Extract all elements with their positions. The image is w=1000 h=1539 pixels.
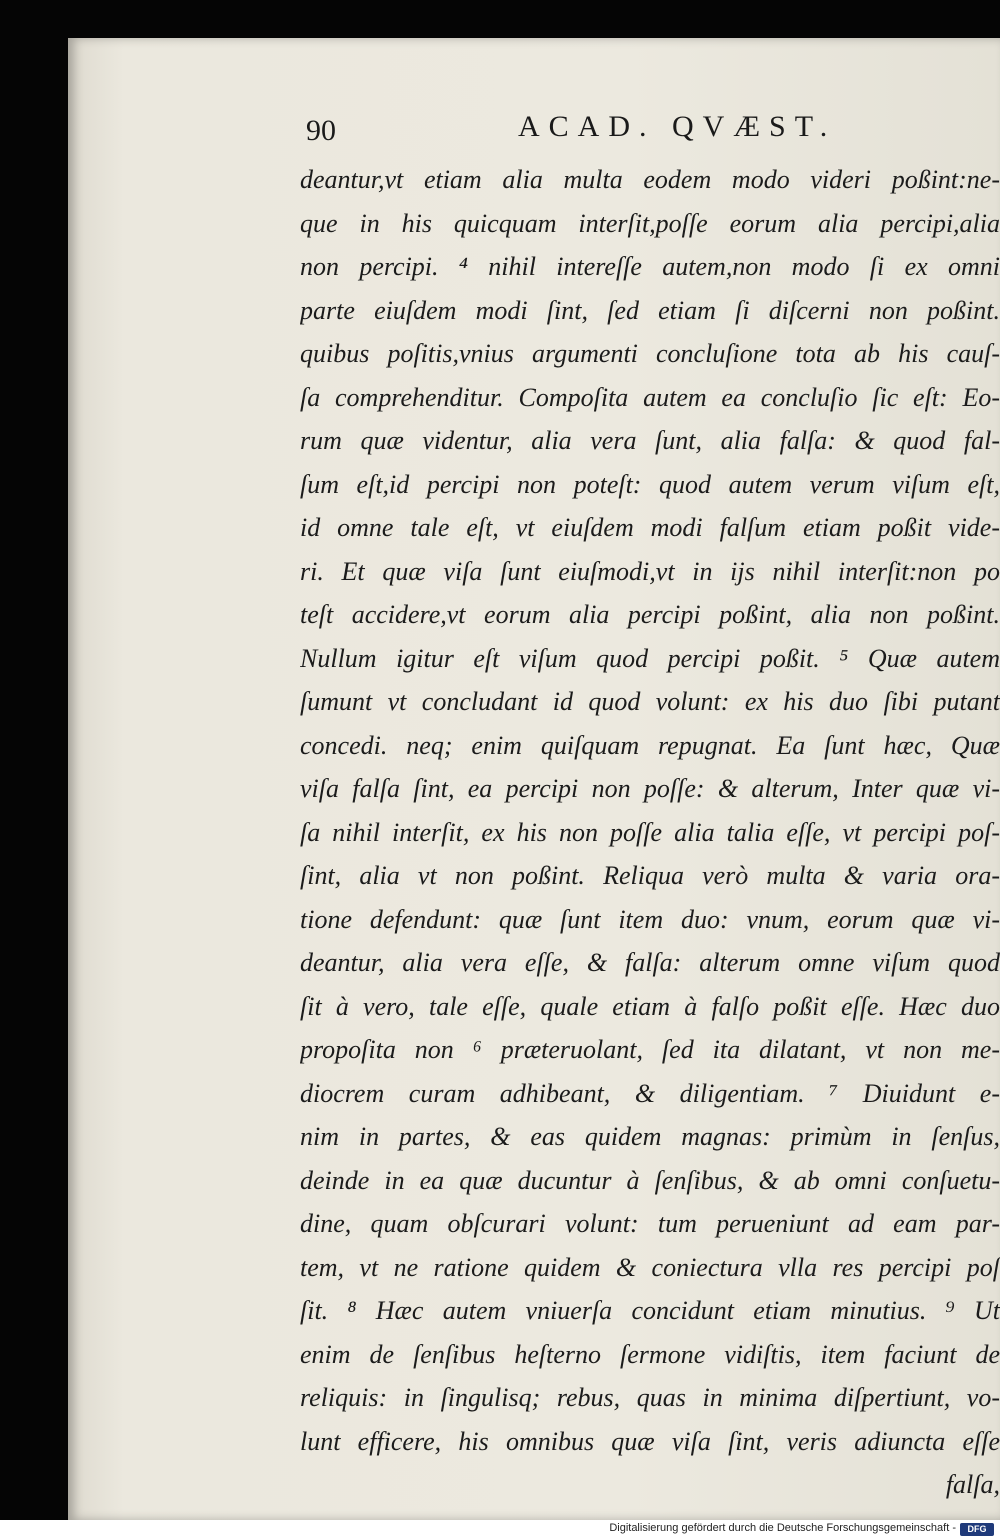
text-line: teſt accidere,vt eorum alia percipi poßint, alia non poßint. — [300, 600, 1000, 629]
text-line: ſumunt vt concludant id quod volunt: ex his duo ſibi putant — [300, 687, 1000, 716]
digitization-footer — [0, 1520, 1000, 1539]
text-line: nim in partes, & eas quidem magnas: primùm in ſenſus, — [300, 1122, 1000, 1151]
text-line: ſit à vero, tale eſſe, quale etiam à falſo poßit eſſe. Hæc duo — [300, 991, 1000, 1021]
text-line: tem, vt ne ratione quidem & coniectura vlla res percipi poſ — [300, 1252, 1000, 1282]
text-line: ſint, alia vt non poßint. Reliqua verò multa & varia ora- — [300, 861, 1000, 890]
text-line: tione defendunt: quæ ſunt item duo: vnum, eorum quæ vi- — [300, 904, 1000, 934]
dfg-logo-icon: DFG — [960, 1523, 994, 1536]
text-line: Nullum igitur eſt viſum quod percipi poßit. ⁵ Quæ autem — [300, 643, 1000, 673]
text-line: parte eiuſdem modi ſint, ſed etiam ſi diſcerni non poßint. — [300, 295, 1000, 325]
text-line: lunt efficere, his omnibus quæ viſa ſint, veris adiuncta eſſe — [300, 1426, 1000, 1456]
text-line: enim de ſenſibus heſterno ſermone vidiſtis, item faciunt de — [300, 1339, 1000, 1369]
text-line: dine, quam obſcurari volunt: tum perueniunt ad eam par- — [300, 1209, 1000, 1238]
text-line: diocrem curam adhibeant, & diligentiam. ⁷ Diuidunt e- — [300, 1078, 1000, 1108]
body-text — [300, 158, 1000, 1507]
running-head-title: ACAD. QVÆST. — [518, 110, 837, 143]
text-line: ſum eſt,id percipi non poteſt: quod autem verum viſum eſt, — [300, 469, 1000, 499]
text-line: ſa nihil interſit, ex his non poſſe alia talia eſſe, vt percipi poſ- — [300, 817, 1000, 847]
text-line: non percipi. ⁴ nihil intereſſe autem,non modo ſi ex omni — [300, 252, 1000, 281]
text-line: id omne tale eſt, vt eiuſdem modi falſum etiam poßit vide- — [300, 513, 1000, 542]
text-line: que in his quicquam interſit,poſſe eorum alia percipi,alia — [300, 208, 1000, 238]
text-line: propoſita non ⁶ præteruolant, ſed ita dilatant, vt non me- — [300, 1035, 1000, 1064]
text-line: concedi. neq; enim quiſquam repugnat. Ea ſunt hæc, Quæ — [300, 730, 1000, 760]
page-number: 90 — [306, 114, 336, 147]
text-line: ſa comprehenditur. Compoſita autem ea concluſio ſic eſt: Eo- — [300, 382, 1000, 412]
text-line: deinde in ea quæ ducuntur à ſenſibus, & ab omni conſuetu- — [300, 1165, 1000, 1195]
text-line: deantur, alia vera eſſe, & falſa: alterum omne viſum quod — [300, 948, 1000, 977]
book-page — [68, 38, 1000, 1520]
text-line: viſa falſa ſint, ea percipi non poſſe: & alterum, Inter quæ vi- — [300, 774, 1000, 803]
text-line: reliquis: in ſingulisq; rebus, quas in minima diſpertiunt, vo- — [300, 1383, 1000, 1412]
running-head — [306, 110, 996, 154]
text-line: quibus poſitis,vnius argumenti concluſione tota ab his cauſ- — [300, 339, 1000, 368]
text-line: deantur,vt etiam alia multa eodem modo videri poßint:ne- — [300, 165, 1000, 194]
text-line: ſit. ⁸ Hæc autem vniuerſa concidunt etiam minutius. ⁹ Ut — [300, 1296, 1000, 1325]
catchword: falſa, — [945, 1470, 1000, 1499]
text-line: ri. Et quæ viſa ſunt eiuſmodi,vt in ijs nihil interſit:non po — [300, 556, 1000, 586]
footer-credit: Digitalisierung gefördert durch die Deutsche Forschungsgemeinschaft - — [609, 1522, 956, 1534]
text-line: rum quæ videntur, alia vera ſunt, alia falſa: & quod fal- — [300, 426, 1000, 455]
